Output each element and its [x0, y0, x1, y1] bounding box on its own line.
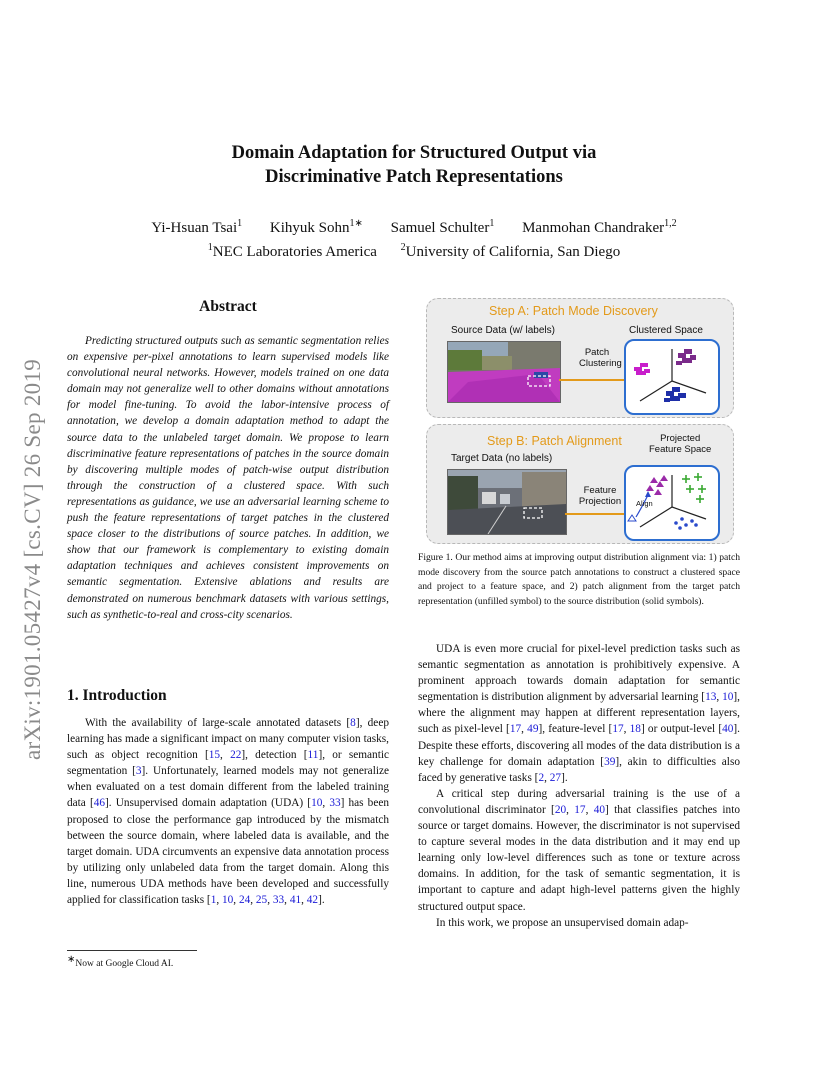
step-b-panel [426, 424, 734, 544]
clustered-space-label: Clustered Space [629, 325, 703, 336]
citation-link[interactable]: 25 [255, 894, 268, 907]
citation-link[interactable]: 17 [574, 803, 586, 816]
paper-title [0, 141, 828, 189]
citation-link[interactable]: 18 [629, 723, 641, 736]
author: Manmohan Chandraker$^{1,2}$ [522, 218, 677, 236]
target-street-image [447, 469, 567, 535]
author: Kihyuk Sohn$^{1∗}$ [269, 218, 363, 236]
body-paragraph-this-work: In this work, we propose an unsupervised domain adap- [436, 916, 689, 929]
patch-clustering-label: Patch Clustering [579, 347, 622, 369]
step-b-title: Step B: Patch Alignment [487, 434, 622, 448]
arxiv-identifier: arXiv:1901.05427v4 [cs.CV] 26 Sep 2019 [20, 358, 45, 760]
citation-link[interactable]: 8 [350, 717, 356, 729]
source-segmentation-image [447, 341, 561, 403]
abstract-text: Predicting structured outputs such as semantic segmentation relies on expensive per-pixel annotations to learn supervised models like convolutional neural networks. However, models trained on one data domain may not generalize well to other domains without annotations for model fine-tuning. To avoid the labor-intensive process of annotation, we develop a domain adaptation method to adapt the source data to the unlabeled target domain. We propose to learn discriminative feature representations of patches in the source domain by discovering multiple modes of patch-wise output distribution through the construction of a clustered space. With such representations as guidance, we use an adversarial learning scheme to push the feature representations of target patches in the clustered space closer to the distributions of source patches. In addition, we show that our framework is complementary to existing domain adaptation techniques and achieves consistent improvements on semantic segmentation. Extensive ablations and results are demonstrated on numerous benchmark datasets with various settings, such as synthetic-to-real and cross-city scenarios. [67, 335, 389, 621]
citation-link[interactable]: 22 [230, 749, 242, 762]
citation-link[interactable]: 24 [238, 894, 251, 907]
citation-link[interactable]: 1 [210, 894, 217, 907]
patch-clustering-arrow [559, 379, 631, 381]
citation-link[interactable]: 33 [329, 797, 341, 810]
footnote-rule [67, 950, 197, 951]
body-paragraph-uda: UDA is even more crucial for pixel-level prediction tasks such as semantic segmentation as annotation is prohibitively expensive. A prominent approach towards domain adaptation for semantic segmentation is distribution alignment by adversarial learning [13, 10], where the alignment may happen at different representation layers, such as pixel-level [17, 49], feature-level [17, 18] or output-level [40]. Despite these efforts, discovering all modes of the data distribution is a key challenge for domain adaptation [39], akin to difficulties also faced by generative tasks [2, 27]. [418, 643, 740, 784]
citation-link[interactable]: 10 [722, 691, 734, 704]
body-paragraph-discriminator: A critical step during adversarial training is the use of a convolutional discriminator [20, 17, 40] that classifies patches into source or target domains. However, the discriminator is not supervised to capture several modes in the data distribution and it may end up learning only low-level differences such as tone or texture across domains. In addition, for the task of semantic segmentation, it is important to capture and adapt high-level patterns given the highly structured output space. [418, 787, 740, 913]
citation-link[interactable]: 11 [307, 749, 319, 762]
citation-link[interactable]: 33 [272, 894, 285, 907]
intro-body [67, 715, 389, 908]
abstract-body [67, 333, 389, 623]
citation-link[interactable]: 13 [705, 691, 717, 704]
clustered-space-box [624, 339, 720, 415]
affiliation: $^2$University of California, San Diego [400, 242, 621, 260]
citation-link[interactable]: 40 [593, 803, 606, 816]
title-line-2: Discriminative Patch Representations [265, 167, 563, 187]
source-data-label: Source Data (w/ labels) [451, 325, 555, 336]
citation-link[interactable]: 20 [554, 803, 567, 816]
citation-link[interactable]: 2 [538, 771, 545, 784]
citation-link[interactable]: 15 [208, 749, 221, 762]
citation-link[interactable]: 17 [509, 723, 522, 736]
section-heading-introduction: 1. Introduction [67, 687, 167, 704]
target-data-label: Target Data (no labels) [451, 453, 553, 464]
author-list [0, 218, 828, 237]
citation-link[interactable]: 10 [311, 797, 323, 810]
abstract-heading: Abstract [199, 298, 257, 315]
figure-1-caption: Figure 1. Our method aims at improving output distribution alignment via: 1) patch mode discovery from the source patch annotations to construct a clustered space and project to a feature space, and 2) patch alignment from the target patch representation (unfilled symbol) to the source distribution (solid symbols). [418, 552, 740, 607]
feature-projection-arrow [565, 513, 627, 515]
step-a-title: Step A: Patch Mode Discovery [489, 304, 658, 318]
citation-link[interactable]: 42 [306, 894, 319, 907]
citation-link[interactable]: 3 [135, 765, 142, 778]
feature-projection-label: Feature Projection [578, 485, 622, 507]
citation-link[interactable]: 46 [93, 797, 106, 810]
citation-link[interactable]: 17 [612, 723, 624, 736]
citation-link[interactable]: 41 [289, 894, 302, 907]
footnote: ∗Now at Google Cloud AI. [67, 954, 174, 970]
citation-link[interactable]: 10 [222, 894, 234, 907]
right-column-body [418, 641, 740, 931]
title-line-1: Domain Adaptation for Structured Output via [231, 143, 597, 163]
affiliation-list [0, 242, 828, 261]
author: Yi-Hsuan Tsai$^1$ [151, 218, 243, 236]
projected-feature-space-label: Projected Feature Space [649, 433, 712, 455]
align-label: Align [636, 499, 653, 508]
citation-link[interactable]: 27 [549, 771, 562, 784]
affiliation: $^1$NEC Laboratories America [207, 242, 377, 260]
intro-paragraph-1: With the availability of large-scale annotated datasets [8], deep learning has made a significant impact on many computer vision tasks, such as object recognition [15, 22], detection [11], or semantic segmentation [3]. Unfortunately, learned models may not generalize when evaluated on a test domain different from the labeled training data [46]. Unsupervised domain adaptation (UDA) [10, 33] has been proposed to close the performance gap introduced by the mismatch between the source domain, where labeled data is available, and the target domain. UDA circumvents an expensive data annotation process by utilizing only unlabeled data from the target domain. Along this line, numerous UDA methods have been developed and successfully applied for classification tasks [1, 10, 24, 25, 33, 41, 42]. [67, 717, 390, 907]
step-a-panel [426, 298, 734, 418]
citation-link[interactable]: 39 [604, 755, 616, 768]
citation-link[interactable]: 49 [527, 723, 539, 736]
citation-link[interactable]: 40 [722, 723, 734, 736]
figure-1 [418, 296, 740, 546]
author: Samuel Schulter$^1$ [390, 218, 495, 236]
